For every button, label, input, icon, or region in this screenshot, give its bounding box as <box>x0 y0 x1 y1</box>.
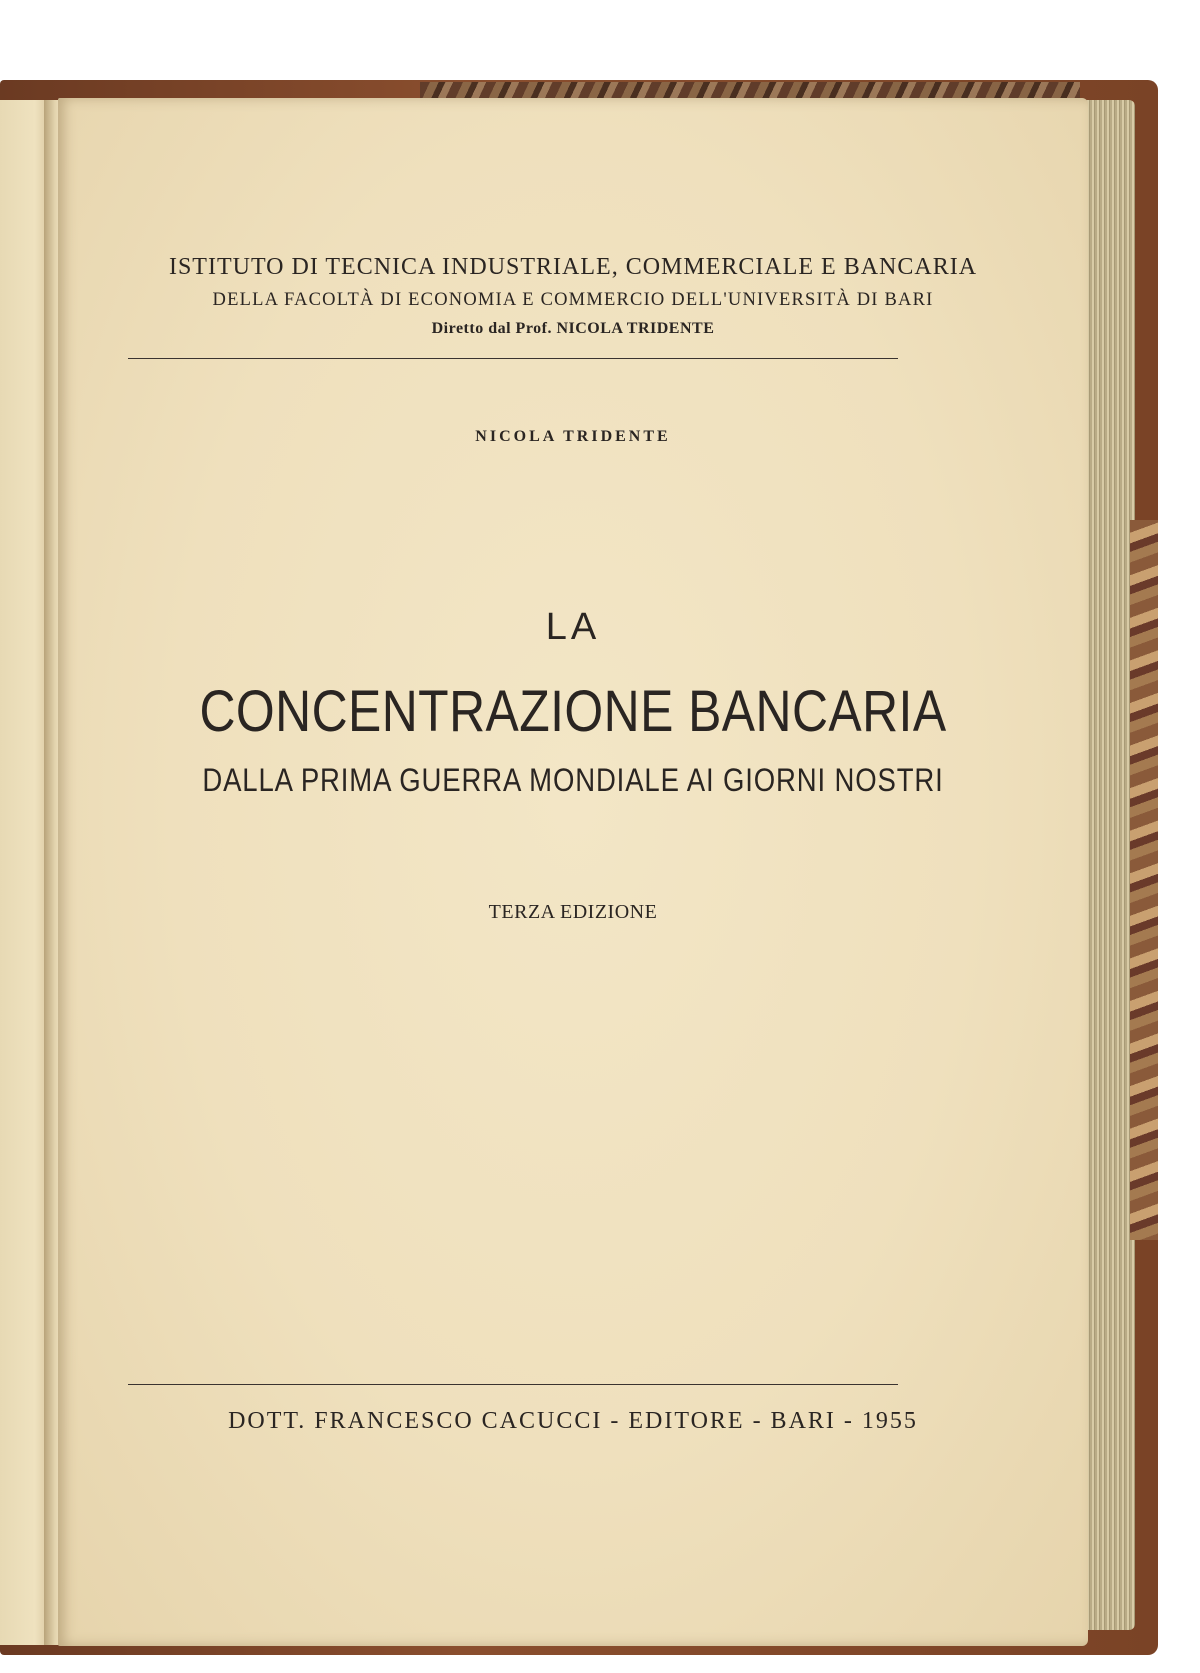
book-title: CONCENTRAZIONE BANCARIA <box>199 679 947 744</box>
author-name: NICOLA TRIDENTE <box>475 428 671 445</box>
page-fore-edge <box>1085 100 1135 1630</box>
left-page <box>0 100 50 1645</box>
book-subtitle: DALLA PRIMA GUERRA MONDIALE AI GIORNI NOSTRI <box>202 762 944 798</box>
title-page <box>58 98 1088 1646</box>
publisher-line: DOTT. FRANCESCO CACUCCI - EDITORE - BARI - 1955 <box>228 1408 918 1434</box>
faculty-name: DELLA FACOLTÀ DI ECONOMIA E COMMERCIO DELL'UNIVERSITÀ DI BARI <box>212 290 934 310</box>
title-article: LA <box>545 606 601 648</box>
header-rule <box>128 358 898 359</box>
publisher-rule <box>128 1384 898 1385</box>
institute-name: ISTITUTO DI TECNICA INDUSTRIALE, COMMERCIALE E BANCARIA <box>168 254 978 280</box>
director-line: Diretto dal Prof. NICOLA TRIDENTE <box>431 320 715 337</box>
marbled-edge <box>1130 520 1158 1240</box>
edition-label: TERZA EDIZIONE <box>488 901 658 923</box>
